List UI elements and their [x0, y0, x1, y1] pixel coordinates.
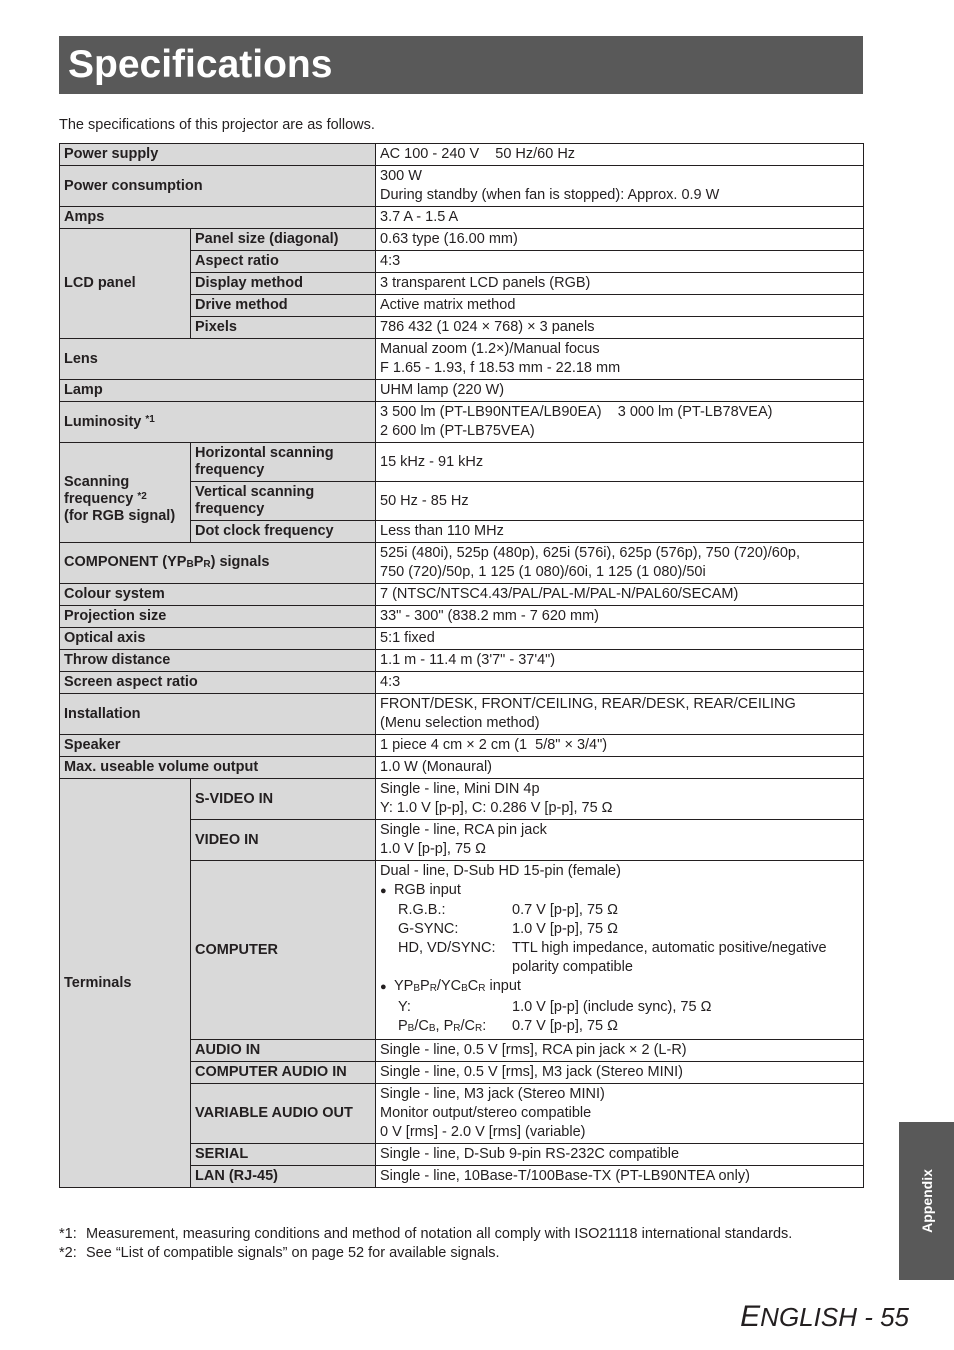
value-text: 0.7 V [p-p], 75 Ω	[512, 1018, 618, 1034]
spec-value	[376, 694, 864, 735]
subscript: R	[453, 1023, 461, 1034]
footnote-text: Measurement, measuring conditions and method of notation all comply with ISO21118 international standards.	[86, 1226, 793, 1242]
spec-label: S-VIDEO IN	[191, 779, 376, 820]
table-row	[60, 628, 864, 650]
spec-label: Drive method	[191, 295, 376, 317]
value-line	[380, 881, 859, 901]
value-line: Dual - line, D-Sub HD 15-pin (female)	[380, 863, 621, 879]
subscript: R	[429, 983, 437, 994]
spec-label: Installation	[60, 694, 376, 735]
spec-label: Lens	[60, 339, 376, 380]
footnote	[59, 1244, 819, 1263]
spec-label: Aspect ratio	[191, 251, 376, 273]
spec-label	[191, 443, 376, 482]
spec-group-label: Terminals	[60, 779, 191, 1188]
spec-value: Active matrix method	[376, 295, 864, 317]
spec-label: VIDEO IN	[191, 820, 376, 861]
spec-label: Power consumption	[60, 166, 376, 207]
table-row	[60, 207, 864, 229]
value-text: YP	[394, 978, 414, 994]
value-line: 0 V [rms] - 2.0 V [rms] (variable)	[380, 1124, 586, 1140]
value-text: /C	[460, 1018, 475, 1034]
value-pair	[380, 958, 859, 977]
subscript: B	[186, 558, 194, 570]
spec-label: Lamp	[60, 380, 376, 402]
footnote-text: See “List of compatible signals” on page 52 for available signals.	[86, 1245, 500, 1261]
spec-value: 4:3	[376, 672, 864, 694]
section-side-tab	[899, 1122, 954, 1280]
value-line: F 1.65 - 1.93, f 18.53 mm - 22.18 mm	[380, 360, 621, 376]
value-line: Manual zoom (1.2×)/Manual focus	[380, 341, 600, 357]
value-text: RGB input	[394, 882, 461, 898]
value-line: Single - line, M3 jack (Stereo MINI)	[380, 1086, 605, 1102]
label-line: frequency	[195, 501, 265, 517]
spec-label: VARIABLE AUDIO OUT	[191, 1084, 376, 1144]
footnote-ref: *1	[145, 413, 155, 425]
label-line: (for RGB signal)	[64, 507, 176, 524]
value-key: G-SYNC:	[398, 921, 459, 937]
spec-label: COMPUTER	[191, 861, 376, 1040]
spec-value: Single - line, 10Base-T/100Base-TX (PT-LB90NTEA only)	[376, 1166, 864, 1188]
spec-label: Projection size	[60, 606, 376, 628]
value-text: input	[485, 978, 521, 994]
footer-text: NGLISH - 55	[760, 1302, 909, 1332]
spec-value: 4:3	[376, 251, 864, 273]
spec-value: 15 kHz - 91 kHz	[376, 443, 864, 482]
value-line	[380, 977, 859, 998]
spec-label: Screen aspect ratio	[60, 672, 376, 694]
subscript: B	[461, 983, 468, 994]
value-key: R.G.B.:	[398, 902, 446, 918]
spec-value: Less than 110 MHz	[376, 521, 864, 543]
title-bar	[59, 36, 863, 94]
value-line: (Menu selection method)	[380, 715, 540, 731]
spec-value: AC 100 - 240 V 50 Hz/60 Hz	[376, 144, 864, 166]
spec-value	[376, 339, 864, 380]
spec-group-label: LCD panel	[60, 229, 191, 339]
spec-value	[376, 543, 864, 584]
table-row	[60, 166, 864, 207]
spec-label	[60, 543, 376, 584]
spec-label: Optical axis	[60, 628, 376, 650]
spec-label: Amps	[60, 207, 376, 229]
spec-label: AUDIO IN	[191, 1040, 376, 1062]
footnote	[59, 1225, 819, 1244]
spec-value: Single - line, 0.5 V [rms], RCA pin jack × 2 (L-R)	[376, 1040, 864, 1062]
footnote-mark: *1:	[59, 1226, 77, 1242]
spec-value: 786 432 (1 024 × 768) × 3 panels	[376, 317, 864, 339]
label-line: Horizontal scanning	[195, 445, 334, 461]
spec-value	[376, 861, 864, 1040]
spec-label: Display method	[191, 273, 376, 295]
spec-label: Dot clock frequency	[191, 521, 376, 543]
table-row	[60, 229, 864, 251]
table-row	[60, 402, 864, 443]
footnote-ref: *2	[137, 490, 147, 502]
table-row	[60, 543, 864, 584]
spec-value: 1 piece 4 cm × 2 cm (1 5/8" × 3/4")	[376, 735, 864, 757]
side-tab-label: Appendix	[918, 1169, 935, 1233]
table-row	[60, 779, 864, 820]
label-text: ) signals	[210, 553, 270, 570]
spec-group-label	[60, 443, 191, 543]
spec-value: UHM lamp (220 W)	[376, 380, 864, 402]
value-line: Single - line, RCA pin jack	[380, 822, 547, 838]
table-row	[60, 672, 864, 694]
value-text: :	[482, 1018, 487, 1034]
spec-value: 50 Hz - 85 Hz	[376, 482, 864, 521]
value-text: 1.0 V [p-p], 75 Ω	[512, 921, 618, 937]
spec-label: Panel size (diagonal)	[191, 229, 376, 251]
spec-value	[376, 1084, 864, 1144]
table-row	[60, 144, 864, 166]
spec-value: 1.0 W (Monaural)	[376, 757, 864, 779]
table-row	[60, 757, 864, 779]
spec-label: Colour system	[60, 584, 376, 606]
value-text: 0.7 V [p-p], 75 Ω	[512, 902, 618, 918]
subscript: R	[474, 1023, 483, 1034]
table-row	[60, 443, 864, 482]
value-text: P	[398, 1018, 408, 1034]
footnotes	[59, 1225, 819, 1263]
spec-label: Speaker	[60, 735, 376, 757]
value-text: /C	[414, 1018, 429, 1034]
value-line: 3 500 lm (PT-LB90NTEA/LB90EA) 3 000 lm (PT-LB78VEA)	[380, 404, 773, 420]
footnote-mark: *2:	[59, 1245, 77, 1261]
value-text: TTL high impedance, automatic positive/negative	[512, 940, 827, 956]
value-pair	[380, 901, 859, 920]
label-line: Vertical scanning	[195, 484, 315, 500]
value-line: 300 W	[380, 168, 422, 184]
value-key: HD, VD/SYNC:	[398, 940, 496, 956]
subscript: B	[428, 1023, 436, 1034]
spec-label: Max. useable volume output	[60, 757, 376, 779]
bullet-icon: ●	[380, 885, 387, 897]
spec-value	[376, 820, 864, 861]
spec-value: Single - line, 0.5 V [rms], M3 jack (Stereo MINI)	[376, 1062, 864, 1084]
table-row	[60, 735, 864, 757]
spec-value: 7 (NTSC/NTSC4.43/PAL/PAL-M/PAL-N/PAL60/SECAM)	[376, 584, 864, 606]
spec-value: 3 transparent LCD panels (RGB)	[376, 273, 864, 295]
value-line: During standby (when fan is stopped): Approx. 0.9 W	[380, 187, 720, 203]
label-text: P	[193, 553, 204, 570]
value-text: , P	[435, 1018, 454, 1034]
spec-value: 33" - 300" (838.2 mm - 7 620 mm)	[376, 606, 864, 628]
page-title: Specifications	[68, 43, 333, 86]
subscript: R	[478, 983, 486, 994]
spec-value: 0.63 type (16.00 mm)	[376, 229, 864, 251]
spec-value: Single - line, D-Sub 9-pin RS-232C compatible	[376, 1144, 864, 1166]
spec-label: Power supply	[60, 144, 376, 166]
footer-initial: E	[740, 1300, 761, 1333]
spec-label	[60, 402, 376, 443]
value-text: C	[467, 978, 479, 994]
value-key: Y:	[398, 999, 411, 1015]
spec-label: COMPUTER AUDIO IN	[191, 1062, 376, 1084]
spec-value: 3.7 A - 1.5 A	[376, 207, 864, 229]
label-line: Scanning	[64, 473, 130, 490]
value-pair	[380, 920, 859, 939]
value-text: /YC	[436, 978, 462, 994]
spec-label: Throw distance	[60, 650, 376, 672]
subscript: R	[203, 558, 211, 570]
value-line: 2 600 lm (PT-LB75VEA)	[380, 423, 535, 439]
label-line	[64, 491, 186, 508]
value-pair	[380, 998, 859, 1017]
value-pair	[380, 1017, 859, 1038]
table-row	[60, 339, 864, 380]
label-line: frequency	[195, 462, 265, 478]
value-line: 1.0 V [p-p], 75 Ω	[380, 841, 486, 857]
label-text: frequency	[64, 490, 138, 507]
value-line: FRONT/DESK, FRONT/CEILING, REAR/DESK, REAR/CEILING	[380, 696, 796, 712]
table-row	[60, 380, 864, 402]
spec-label: LAN (RJ-45)	[191, 1166, 376, 1188]
spec-label	[191, 482, 376, 521]
spec-value: 5:1 fixed	[376, 628, 864, 650]
spec-value: 1.1 m - 11.4 m (3'7" - 37'4")	[376, 650, 864, 672]
spec-label: SERIAL	[191, 1144, 376, 1166]
value-line: Y: 1.0 V [p-p], C: 0.286 V [p-p], 75 Ω	[380, 800, 613, 816]
spec-value	[376, 779, 864, 820]
value-key	[398, 1017, 512, 1038]
label-text: Luminosity	[64, 413, 146, 430]
value-text: P	[420, 978, 430, 994]
spec-label: Pixels	[191, 317, 376, 339]
value-pair	[380, 939, 859, 958]
value-line: Single - line, Mini DIN 4p	[380, 781, 540, 797]
table-row	[60, 694, 864, 735]
value-line: 750 (720)/50p, 1 125 (1 080)/60i, 1 125 (1 080)/50i	[380, 564, 706, 580]
bullet-icon: ●	[380, 981, 387, 993]
table-row	[60, 584, 864, 606]
value-line: 525i (480i), 525p (480p), 625i (576i), 625p (576p), 750 (720)/60p,	[380, 545, 800, 561]
value-line: Monitor output/stereo compatible	[380, 1105, 592, 1121]
spec-value	[376, 402, 864, 443]
label-text: COMPONENT (YP	[64, 553, 187, 570]
spec-table	[59, 143, 864, 1188]
intro-text: The specifications of this projector are as follows.	[59, 117, 375, 133]
subscript: B	[407, 1023, 415, 1034]
table-row	[60, 606, 864, 628]
page-number	[740, 1300, 909, 1334]
value-key	[398, 958, 512, 977]
value-text: polarity compatible	[512, 959, 633, 975]
subscript: B	[413, 983, 421, 994]
value-text: 1.0 V [p-p] (include sync), 75 Ω	[512, 999, 712, 1015]
table-row	[60, 650, 864, 672]
spec-value	[376, 166, 864, 207]
